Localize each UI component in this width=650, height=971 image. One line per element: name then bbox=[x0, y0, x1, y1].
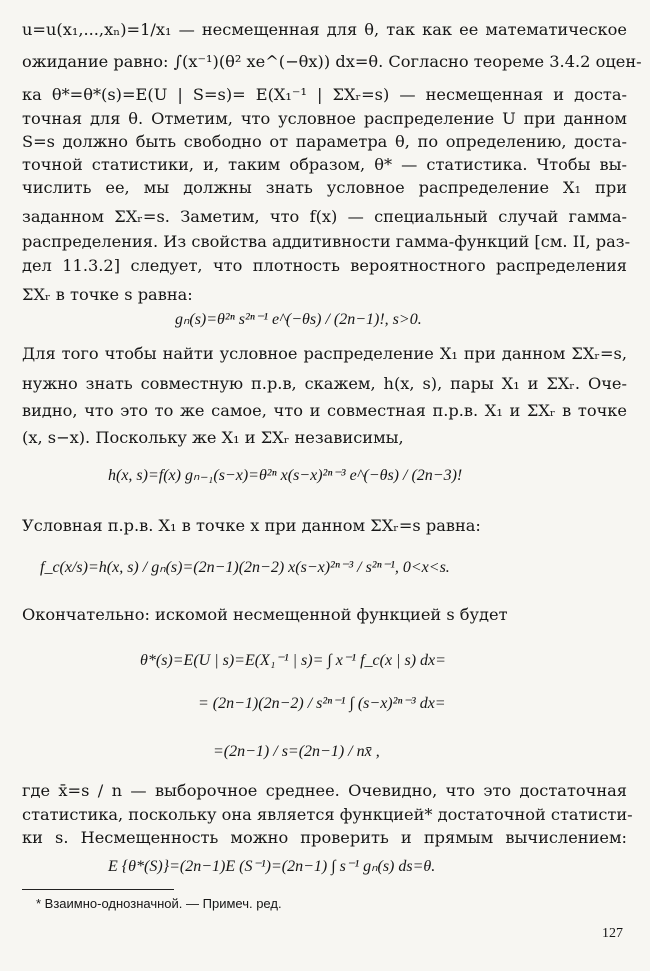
text-line: распределения. Из свойства аддитивности гамма-функций [см. II, раз- bbox=[22, 232, 631, 251]
text-line: S=s должно быть свободно от параметра θ, по определению, доста- bbox=[22, 132, 627, 151]
formula-expectation: E {θ*(S)}=(2n−1)E (S⁻¹)=(2n−1) ∫ s⁻¹ gₙ(s) ds=θ. bbox=[108, 858, 436, 875]
text-line: дел 11.3.2] следует, что плотность вероятностного распределения bbox=[22, 256, 627, 275]
text-line: статистика, поскольку она является функцией* достаточной статисти- bbox=[22, 805, 633, 824]
text-line: Условная п.р.в. X₁ в точке x при данном ΣXᵣ=s равна: bbox=[22, 516, 481, 535]
text-line: числить ее, мы должны знать условное распределение X₁ при bbox=[22, 178, 627, 197]
text-line: ки s. Несмещенность можно проверить и прямым вычислением: bbox=[22, 828, 627, 847]
text-line: ка θ*=θ*(s)=E(U | S=s)= E(X₁⁻¹ | ΣXᵣ=s) — несмещенная и доста- bbox=[22, 85, 627, 104]
text-line: точная для θ. Отметим, что условное распределение U при данном bbox=[22, 109, 627, 128]
text-line: где x̄=s / n — выборочное среднее. Очевидно, что это достаточная bbox=[22, 781, 627, 800]
text-line: ΣXᵣ в точке s равна: bbox=[22, 285, 193, 304]
formula-h: h(x, s)=f(x) gₙ₋₁(s−x)=θ²ⁿ x(s−x)²ⁿ⁻³ e^(−θs) / (2n−3)! bbox=[108, 467, 463, 484]
text-line: ожидание равно: ∫(x⁻¹)(θ² xe^(−θx)) dx=θ. Согласно теореме 3.4.2 оцен- bbox=[22, 52, 642, 71]
text-line: u=u(x₁,...,xₙ)=1/x₁ — несмещенная для θ, так как ее математическое bbox=[22, 20, 627, 39]
text-line: (x, s−x). Поскольку же X₁ и ΣXᵣ независимы, bbox=[22, 428, 404, 447]
formula-theta-line1: θ*(s)=E(U | s)=E(X₁⁻¹ | s)= ∫ x⁻¹ f_c(x | s) dx= bbox=[140, 652, 446, 669]
page-number: 127 bbox=[602, 926, 623, 941]
formula-theta-line2: = (2n−1)(2n−2) / s²ⁿ⁻¹ ∫ (s−x)²ⁿ⁻³ dx= bbox=[198, 695, 446, 712]
text-line: заданном ΣXᵣ=s. Заметим, что f(x) — специальный случай гамма- bbox=[22, 207, 627, 226]
text-line: нужно знать совместную п.р.в, скажем, h(x, s), пары X₁ и ΣXᵣ. Оче- bbox=[22, 374, 627, 393]
formula-theta-line3: =(2n−1) / s=(2n−1) / nx̄ , bbox=[213, 743, 380, 760]
footnote: * Взаимно-однозначной. — Примеч. ред. bbox=[36, 896, 282, 911]
text-line: Окончательно: искомой несмещенной функцией s будет bbox=[22, 605, 508, 624]
formula-fc: f_c(x/s)=h(x, s) / gₙ(s)=(2n−1)(2n−2) x(s−x)²ⁿ⁻³ / s²ⁿ⁻¹, 0<x<s. bbox=[40, 559, 450, 576]
text-line: точной статистики, и, таким образом, θ* — статистика. Чтобы вы- bbox=[22, 155, 627, 174]
formula-gn: gₙ(s)=θ²ⁿ s²ⁿ⁻¹ e^(−θs) / (2n−1)!, s>0. bbox=[175, 311, 422, 328]
text-line: Для того чтобы найти условное распределение X₁ при данном ΣXᵣ=s, bbox=[22, 344, 627, 363]
text-line: видно, что это то же самое, что и совместная п.р.в. X₁ и ΣXᵣ в точке bbox=[22, 401, 627, 420]
footnote-divider bbox=[22, 889, 174, 890]
